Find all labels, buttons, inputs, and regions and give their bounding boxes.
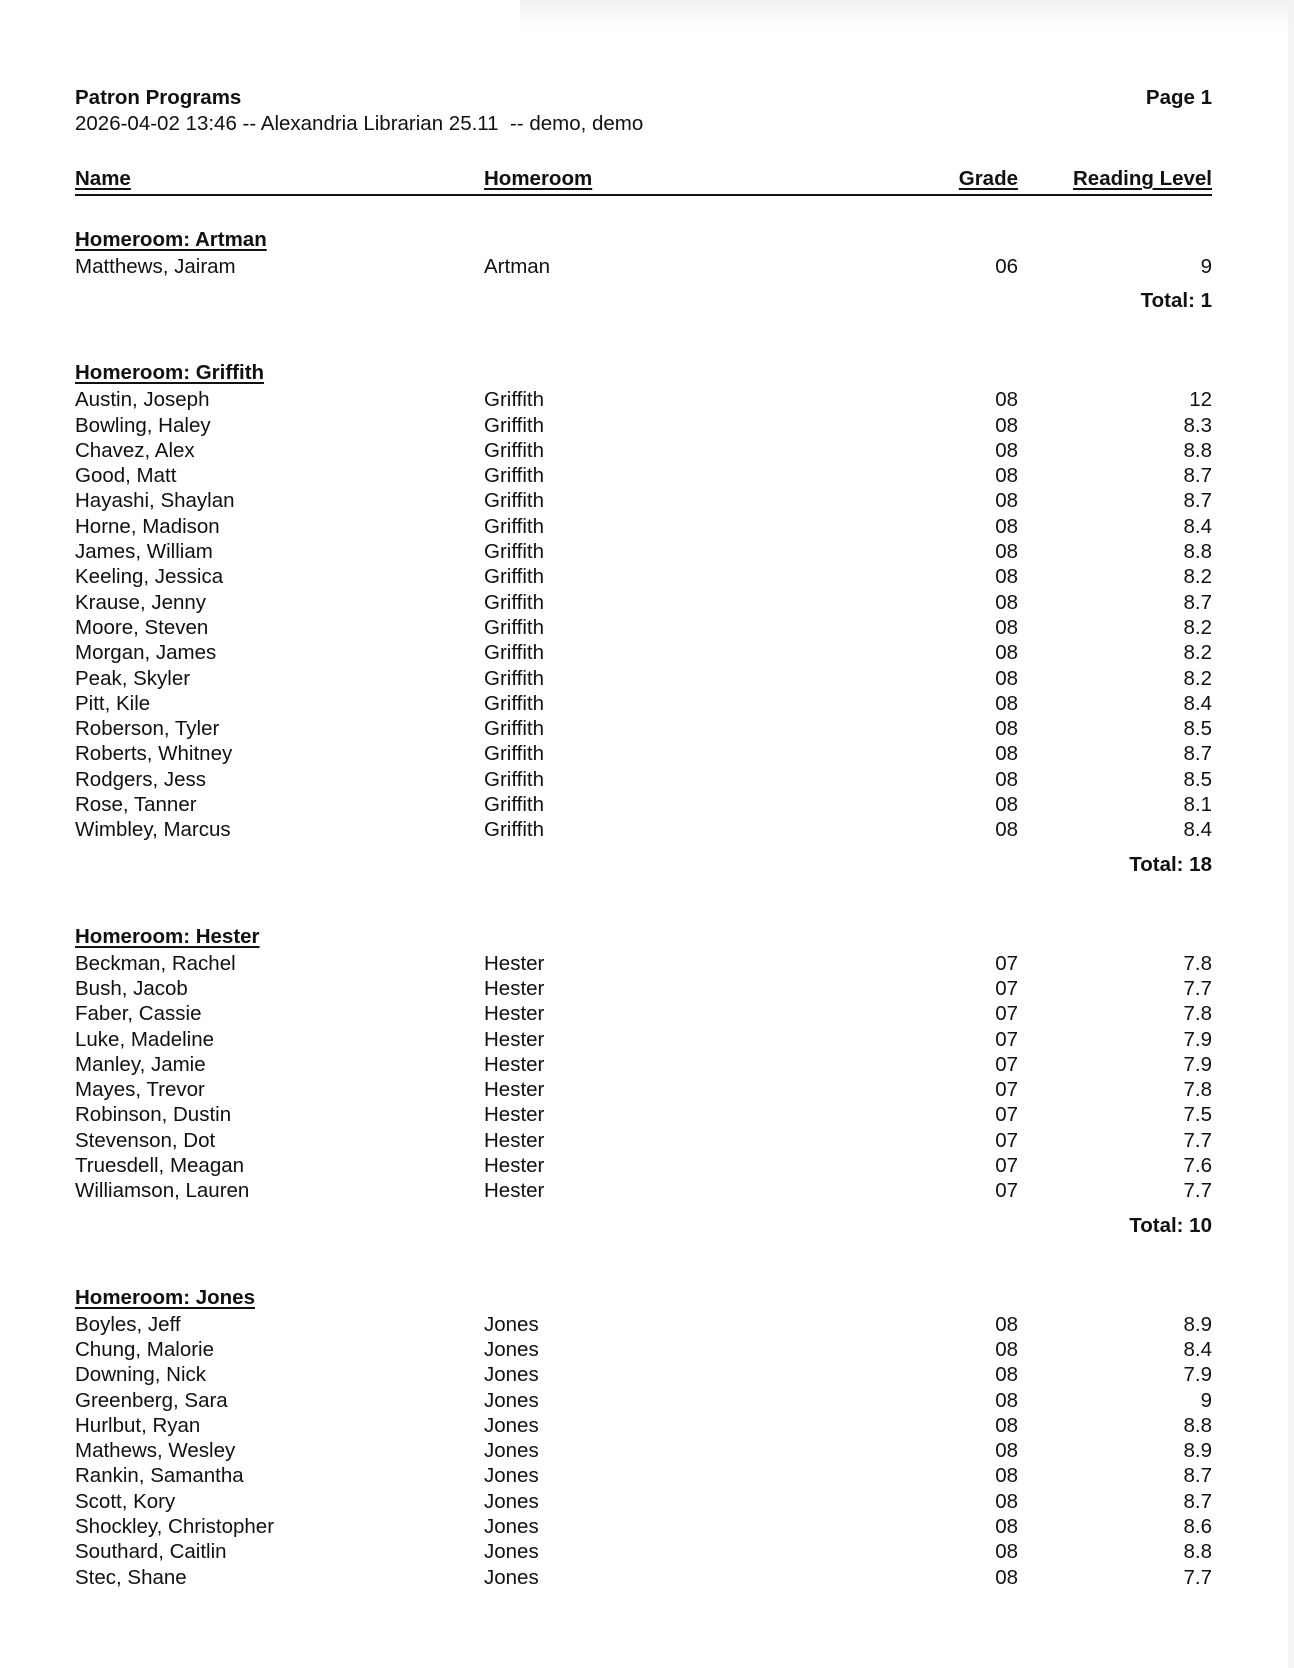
cell-homeroom: Griffith — [484, 666, 544, 690]
group-title: Homeroom: Griffith — [75, 361, 265, 385]
cell-grade: 08 — [995, 641, 1018, 665]
homeroom-group — [75, 226, 1212, 315]
cell-homeroom: Jones — [484, 1388, 539, 1412]
cell-homeroom: Griffith — [484, 641, 544, 665]
cell-reading-level: 8.7 — [1183, 590, 1212, 614]
cell-reading-level: 8.7 — [1183, 1464, 1212, 1488]
cell-homeroom: Hester — [484, 1052, 545, 1076]
cell-grade: 08 — [995, 413, 1018, 437]
cell-reading-level: 8.8 — [1183, 438, 1212, 462]
cell-grade: 08 — [995, 1540, 1018, 1564]
cell-homeroom: Jones — [484, 1565, 539, 1589]
cell-name: Good, Matt — [75, 464, 177, 488]
cell-homeroom: Jones — [484, 1363, 539, 1387]
cell-reading-level: 8.1 — [1183, 793, 1212, 817]
cell-name: Stevenson, Dot — [75, 1128, 216, 1152]
cell-grade: 08 — [995, 514, 1018, 538]
cell-grade: 08 — [995, 1464, 1018, 1488]
cell-name: Moore, Steven — [75, 615, 209, 639]
table-row — [75, 438, 1212, 463]
cell-reading-level: 8.2 — [1183, 641, 1212, 665]
table-row — [75, 976, 1212, 1001]
cell-name: Austin, Joseph — [75, 388, 210, 412]
table-row — [75, 1388, 1212, 1413]
table-row — [75, 767, 1212, 792]
group-total: Total: 10 — [1129, 1213, 1212, 1237]
cell-grade: 07 — [995, 1002, 1018, 1026]
cell-grade: 06 — [995, 255, 1018, 278]
cell-grade: 08 — [995, 438, 1018, 462]
table-row — [75, 1413, 1212, 1438]
group-title: Homeroom: Jones — [75, 1285, 255, 1309]
cell-reading-level: 8.4 — [1183, 1337, 1212, 1361]
table-row — [75, 463, 1212, 488]
table-row — [75, 254, 1212, 279]
cell-homeroom: Griffith — [484, 464, 544, 488]
cell-name: Scott, Kory — [75, 1489, 176, 1513]
cell-homeroom: Griffith — [484, 691, 544, 715]
cell-grade: 08 — [995, 1413, 1018, 1437]
table-row — [75, 1128, 1212, 1153]
cell-grade: 08 — [995, 1439, 1018, 1463]
cell-grade: 07 — [995, 1078, 1018, 1102]
cell-reading-level: 8.2 — [1183, 565, 1212, 589]
cell-reading-level: 7.7 — [1183, 976, 1212, 1000]
cell-reading-level: 8.8 — [1183, 540, 1212, 564]
cell-homeroom: Jones — [484, 1464, 539, 1488]
cell-homeroom: Hester — [484, 951, 545, 975]
table-row — [75, 716, 1212, 741]
homeroom-group — [75, 923, 1212, 1240]
cell-name: Peak, Skyler — [75, 666, 191, 690]
table-row — [75, 817, 1212, 842]
group-total-row — [75, 843, 1212, 879]
cell-grade: 08 — [995, 1514, 1018, 1538]
cell-grade: 07 — [995, 1179, 1018, 1203]
cell-homeroom: Hester — [484, 1128, 545, 1152]
column-header-reading-level: Reading Level — [1073, 167, 1212, 190]
cell-homeroom: Hester — [484, 1103, 545, 1127]
cell-name: Williamson, Lauren — [75, 1179, 250, 1203]
cell-reading-level: 9 — [1200, 1388, 1212, 1412]
cell-reading-level: 7.9 — [1183, 1363, 1212, 1387]
cell-name: Keeling, Jessica — [75, 565, 224, 589]
cell-homeroom: Artman — [484, 255, 551, 278]
table-row — [75, 1362, 1212, 1387]
cell-name: Beckman, Rachel — [75, 951, 236, 975]
table-row — [75, 1312, 1212, 1337]
cell-grade: 08 — [995, 1489, 1018, 1513]
cell-grade: 08 — [995, 1388, 1018, 1412]
cell-reading-level: 8.8 — [1183, 1413, 1212, 1437]
cell-reading-level: 7.9 — [1183, 1052, 1212, 1076]
group-spacer — [75, 315, 1212, 359]
cell-name: Mathews, Wesley — [75, 1439, 236, 1463]
group-spacer — [75, 196, 1212, 226]
cell-grade: 08 — [995, 717, 1018, 741]
cell-grade: 07 — [995, 1154, 1018, 1178]
cell-name: Morgan, James — [75, 641, 217, 665]
cell-reading-level: 8.9 — [1183, 1439, 1212, 1463]
cell-homeroom: Griffith — [484, 489, 544, 513]
table-row — [75, 1337, 1212, 1362]
cell-name: Downing, Nick — [75, 1363, 207, 1387]
group-title: Homeroom: Hester — [75, 924, 260, 948]
cell-reading-level: 8.2 — [1183, 615, 1212, 639]
table-row — [75, 951, 1212, 976]
cell-reading-level: 7.5 — [1183, 1103, 1212, 1127]
cell-homeroom: Griffith — [484, 767, 544, 791]
cell-name: Stec, Shane — [75, 1565, 187, 1589]
table-row — [75, 387, 1212, 412]
cell-homeroom: Griffith — [484, 514, 544, 538]
cell-reading-level: 8.4 — [1183, 514, 1212, 538]
cell-reading-level: 7.7 — [1183, 1565, 1212, 1589]
page-number: Page 1 — [1145, 86, 1212, 109]
cell-reading-level: 7.6 — [1183, 1154, 1212, 1178]
cell-name: Luke, Madeline — [75, 1027, 215, 1051]
cell-homeroom: Griffith — [484, 565, 544, 589]
table-row — [75, 1102, 1212, 1127]
cell-name: Rose, Tanner — [75, 793, 197, 817]
cell-name: Truesdell, Meagan — [75, 1154, 245, 1178]
group-title: Homeroom: Artman — [75, 228, 267, 251]
column-header-row — [75, 162, 1212, 196]
cell-grade: 07 — [995, 1052, 1018, 1076]
cell-name: Boyles, Jeff — [75, 1312, 181, 1336]
cell-reading-level: 8.7 — [1183, 464, 1212, 488]
cell-grade: 08 — [995, 590, 1018, 614]
cell-grade: 07 — [995, 1103, 1018, 1127]
cell-homeroom: Jones — [484, 1489, 539, 1513]
cell-reading-level: 8.3 — [1183, 413, 1212, 437]
cell-grade: 08 — [995, 666, 1018, 690]
cell-grade: 08 — [995, 793, 1018, 817]
cell-reading-level: 7.8 — [1183, 1002, 1212, 1026]
cell-grade: 07 — [995, 1128, 1018, 1152]
table-row — [75, 590, 1212, 615]
cell-name: Greenberg, Sara — [75, 1388, 228, 1412]
cell-homeroom: Griffith — [484, 818, 544, 842]
group-spacer — [75, 879, 1212, 923]
cell-reading-level: 8.5 — [1183, 767, 1212, 791]
cell-grade: 08 — [995, 464, 1018, 488]
cell-grade: 08 — [995, 742, 1018, 766]
cell-name: Hayashi, Shaylan — [75, 489, 235, 513]
table-row — [75, 539, 1212, 564]
cell-name: Chung, Malorie — [75, 1337, 215, 1361]
cell-name: Southard, Caitlin — [75, 1540, 227, 1564]
table-row — [75, 564, 1212, 589]
cell-homeroom: Jones — [484, 1514, 539, 1538]
cell-reading-level: 12 — [1189, 388, 1212, 412]
table-row — [75, 1438, 1212, 1463]
cell-name: Bowling, Haley — [75, 413, 211, 437]
cell-reading-level: 7.9 — [1183, 1027, 1212, 1051]
group-spacer — [75, 1240, 1212, 1284]
cell-reading-level: 7.8 — [1183, 1078, 1212, 1102]
table-row — [75, 1052, 1212, 1077]
cell-homeroom: Griffith — [484, 388, 544, 412]
table-row — [75, 514, 1212, 539]
table-row — [75, 1001, 1212, 1026]
cell-homeroom: Griffith — [484, 793, 544, 817]
cell-homeroom: Griffith — [484, 590, 544, 614]
cell-reading-level: 8.7 — [1183, 489, 1212, 513]
cell-grade: 08 — [995, 1565, 1018, 1589]
table-row — [75, 640, 1212, 665]
homeroom-group — [75, 359, 1212, 878]
cell-homeroom: Jones — [484, 1439, 539, 1463]
cell-grade: 07 — [995, 951, 1018, 975]
cell-homeroom: Jones — [484, 1337, 539, 1361]
table-row — [75, 666, 1212, 691]
cell-homeroom: Griffith — [484, 717, 544, 741]
cell-reading-level: 8.8 — [1183, 1540, 1212, 1564]
table-row — [75, 413, 1212, 438]
cell-name: Mayes, Trevor — [75, 1078, 205, 1102]
cell-reading-level: 7.7 — [1183, 1128, 1212, 1152]
cell-reading-level: 8.7 — [1183, 742, 1212, 766]
cell-grade: 08 — [995, 1363, 1018, 1387]
table-row — [75, 488, 1212, 513]
cell-grade: 08 — [995, 489, 1018, 513]
group-total: Total: 18 — [1129, 852, 1212, 876]
cell-name: Robinson, Dustin — [75, 1103, 232, 1127]
cell-grade: 08 — [995, 1312, 1018, 1336]
cell-name: Chavez, Alex — [75, 438, 195, 462]
cell-name: Rankin, Samantha — [75, 1464, 244, 1488]
cell-name: Shockley, Christopher — [75, 1514, 275, 1538]
report — [75, 84, 1212, 1590]
cell-reading-level: 7.7 — [1183, 1179, 1212, 1203]
cell-name: Wimbley, Marcus — [75, 818, 231, 842]
cell-homeroom: Hester — [484, 1027, 545, 1051]
cell-reading-level: 9 — [1200, 255, 1212, 278]
table-row — [75, 615, 1212, 640]
cell-name: Faber, Cassie — [75, 1002, 202, 1026]
table-row — [75, 1565, 1212, 1590]
table-row — [75, 1077, 1212, 1102]
table-row — [75, 792, 1212, 817]
cell-homeroom: Griffith — [484, 742, 544, 766]
cell-grade: 08 — [995, 818, 1018, 842]
cell-reading-level: 8.4 — [1183, 818, 1212, 842]
cell-reading-level: 8.9 — [1183, 1312, 1212, 1336]
group-total: Total: 1 — [1140, 289, 1212, 313]
cell-grade: 07 — [995, 1027, 1018, 1051]
cell-name: James, William — [75, 540, 213, 564]
cell-grade: 07 — [995, 976, 1018, 1000]
cell-grade: 08 — [995, 615, 1018, 639]
cell-reading-level: 8.2 — [1183, 666, 1212, 690]
cell-grade: 08 — [995, 540, 1018, 564]
cell-name: Bush, Jacob — [75, 976, 188, 1000]
cell-grade: 08 — [995, 565, 1018, 589]
table-row — [75, 1027, 1212, 1052]
cell-homeroom: Griffith — [484, 540, 544, 564]
cell-homeroom: Griffith — [484, 615, 544, 639]
table-row — [75, 741, 1212, 766]
cell-name: Hurlbut, Ryan — [75, 1413, 201, 1437]
table-row — [75, 1463, 1212, 1488]
cell-homeroom: Griffith — [484, 413, 544, 437]
cell-reading-level: 8.7 — [1183, 1489, 1212, 1513]
cell-name: Rodgers, Jess — [75, 767, 207, 791]
column-header-homeroom: Homeroom — [484, 167, 593, 190]
cell-homeroom: Jones — [484, 1312, 539, 1336]
cell-name: Roberts, Whitney — [75, 742, 233, 766]
cell-reading-level: 8.6 — [1183, 1514, 1212, 1538]
group-total-row — [75, 279, 1212, 315]
cell-grade: 08 — [995, 691, 1018, 715]
table-row — [75, 1489, 1212, 1514]
column-header-grade: Grade — [958, 167, 1018, 190]
cell-name: Matthews, Jairam — [75, 255, 236, 278]
table-row — [75, 691, 1212, 716]
cell-name: Pitt, Kile — [75, 691, 151, 715]
cell-name: Krause, Jenny — [75, 590, 207, 614]
cell-grade: 08 — [995, 1337, 1018, 1361]
top-shadow — [520, 0, 1294, 30]
cell-reading-level: 7.8 — [1183, 951, 1212, 975]
cell-reading-level: 8.5 — [1183, 717, 1212, 741]
cell-grade: 08 — [995, 388, 1018, 412]
table-row — [75, 1539, 1212, 1564]
cell-homeroom: Hester — [484, 1154, 545, 1178]
cell-homeroom: Jones — [484, 1413, 539, 1437]
cell-homeroom: Hester — [484, 1179, 545, 1203]
cell-homeroom: Hester — [484, 976, 545, 1000]
cell-reading-level: 8.4 — [1183, 691, 1212, 715]
report-title: Patron Programs — [75, 86, 242, 109]
cell-homeroom: Griffith — [484, 438, 544, 462]
cell-name: Roberson, Tyler — [75, 717, 220, 741]
table-row — [75, 1178, 1212, 1203]
group-list — [75, 196, 1212, 1590]
table-row — [75, 1153, 1212, 1178]
table-row — [75, 1514, 1212, 1539]
cell-homeroom: Hester — [484, 1002, 545, 1026]
column-header-name: Name — [75, 167, 131, 190]
cell-grade: 08 — [995, 767, 1018, 791]
report-header — [75, 84, 1212, 140]
cell-name: Horne, Madison — [75, 514, 220, 538]
cell-homeroom: Hester — [484, 1078, 545, 1102]
cell-homeroom: Jones — [484, 1540, 539, 1564]
report-subtitle: 2026-04-02 13:46 -- Alexandria Librarian 25.11 -- demo, demo — [75, 112, 644, 135]
cell-name: Manley, Jamie — [75, 1052, 206, 1076]
group-total-row — [75, 1204, 1212, 1240]
homeroom-group — [75, 1284, 1212, 1590]
